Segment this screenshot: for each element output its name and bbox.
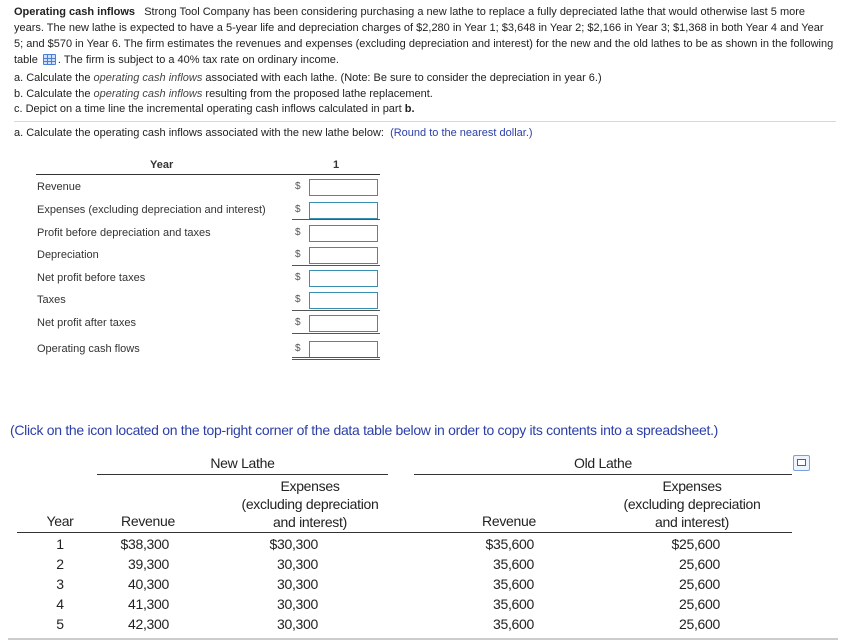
answer-input[interactable] <box>309 247 378 264</box>
answer-input[interactable] <box>309 202 378 219</box>
answer-input[interactable] <box>309 315 378 332</box>
question-parts <box>14 71 602 118</box>
subtotal-rule <box>292 265 380 266</box>
cell-old-revenue: $35,600 <box>485 536 534 552</box>
currency-symbol: $ <box>295 294 301 305</box>
cell-new-expenses: 30,300 <box>276 556 318 572</box>
col-new-expenses: Expenses (excluding depreciation and interest) <box>241 478 379 530</box>
currency-symbol: $ <box>295 343 301 354</box>
subtotal-rule <box>292 333 380 334</box>
cell-old-revenue: 35,600 <box>492 616 534 632</box>
cell-year: 1 <box>56 536 64 552</box>
rounding-hint: (Round to the nearest dollar.) <box>390 127 533 139</box>
answer-input[interactable] <box>309 225 378 242</box>
table-icon[interactable] <box>43 54 56 65</box>
row-label: Operating cash flows <box>37 343 140 355</box>
row-label: Revenue <box>37 181 82 193</box>
old-lathe-header: Old Lathe <box>573 455 632 471</box>
answer-input[interactable] <box>309 292 378 309</box>
new-lathe-header: New Lathe <box>210 455 275 471</box>
subtotal-rule <box>292 219 380 220</box>
row-label: Taxes <box>37 294 66 306</box>
question-prompt: a. Calculate the operating cash inflows associated with the new lathe below: (Round to the nearest dollar.) <box>14 127 533 139</box>
cell-old-expenses: 25,600 <box>678 556 720 572</box>
cell-new-revenue: 39,300 <box>127 556 169 572</box>
cell-new-expenses: 30,300 <box>276 576 318 592</box>
data-header-rule <box>17 532 792 533</box>
currency-symbol: $ <box>295 317 301 328</box>
cell-old-expenses: 25,600 <box>678 576 720 592</box>
part-b: b. Calculate the operating cash inflows resulting from the proposed lathe replacement. <box>14 87 433 100</box>
header-rule <box>36 174 380 175</box>
row-label: Net profit before taxes <box>37 272 146 284</box>
row-label: Net profit after taxes <box>37 317 137 329</box>
currency-symbol: $ <box>295 227 301 238</box>
cell-old-expenses: $25,600 <box>671 536 720 552</box>
cell-old-expenses: 25,600 <box>678 616 720 632</box>
currency-symbol: $ <box>295 204 301 215</box>
year-header: Year <box>150 159 174 171</box>
currency-symbol: $ <box>295 249 301 260</box>
cell-year: 2 <box>56 556 64 572</box>
cell-old-revenue: 35,600 <box>492 576 534 592</box>
cell-new-expenses: 30,300 <box>276 596 318 612</box>
col-new-revenue: Revenue <box>121 513 175 529</box>
col-old-revenue: Revenue <box>482 513 536 529</box>
old-lathe-rule <box>414 474 792 475</box>
cell-new-revenue: 41,300 <box>127 596 169 612</box>
copy-to-spreadsheet-icon[interactable] <box>793 455 810 471</box>
problem-text: Strong Tool Company has been considering purchasing a new lathe to replace a fully depreciated lathe that would otherwise last 5 more years. The new lathe is expected to have a 5-year life and depreciation charges of $2,280 in Year 1; $3,648 in Year 2; $2,166 in Year 3; $1,368 in both Year 4 and Year 5; and $570 in Year 6. The firm estimates the revenues and expenses (excluding depreciation and interest) for the new and the old lathes to be as shown in the following table <box>14 6 834 66</box>
cell-new-revenue: 40,300 <box>127 576 169 592</box>
problem-text-2: . The firm is subject to a 40% tax rate on ordinary income. <box>57 54 339 66</box>
row-label: Profit before depreciation and taxes <box>37 227 211 239</box>
row-label: Depreciation <box>37 249 99 261</box>
total-rule <box>292 359 380 360</box>
col-year: Year <box>46 513 74 529</box>
cell-year: 4 <box>56 596 64 612</box>
part-c: c. Depict on a time line the incremental operating cash inflows calculated in part b. <box>14 103 415 115</box>
cell-new-revenue: 42,300 <box>127 616 169 632</box>
cell-year: 5 <box>56 616 64 632</box>
problem-title: Operating cash inflows <box>14 6 136 18</box>
row-label: Expenses (excluding depreciation and interest) <box>37 204 266 216</box>
bottom-border <box>8 638 838 640</box>
currency-symbol: $ <box>295 272 301 283</box>
copy-instruction: (Click on the icon located on the top-right corner of the data table below in order to copy its contents into a spreadsheet.) <box>10 422 719 438</box>
cell-old-revenue: 35,600 <box>492 556 534 572</box>
divider <box>14 121 836 122</box>
cell-new-expenses: $30,300 <box>269 536 318 552</box>
answer-input[interactable] <box>309 341 378 358</box>
col-old-expenses: Expenses (excluding depreciation and interest) <box>623 478 761 530</box>
part-a: a. Calculate the operating cash inflows associated with each lathe. (Note: Be sure to consider the depreciation in year 6.) <box>14 72 602 84</box>
subtotal-rule <box>292 310 380 311</box>
answer-input[interactable] <box>309 179 378 196</box>
cell-old-expenses: 25,600 <box>678 596 720 612</box>
cell-new-expenses: 30,300 <box>276 616 318 632</box>
currency-symbol: $ <box>295 181 301 192</box>
total-rule <box>292 357 380 358</box>
year-1-header: 1 <box>333 159 340 171</box>
answer-input[interactable] <box>309 270 378 287</box>
cell-old-revenue: 35,600 <box>492 596 534 612</box>
cell-year: 3 <box>56 576 64 592</box>
cell-new-revenue: $38,300 <box>120 536 169 552</box>
problem-intro <box>14 4 834 68</box>
new-lathe-rule <box>97 474 388 475</box>
